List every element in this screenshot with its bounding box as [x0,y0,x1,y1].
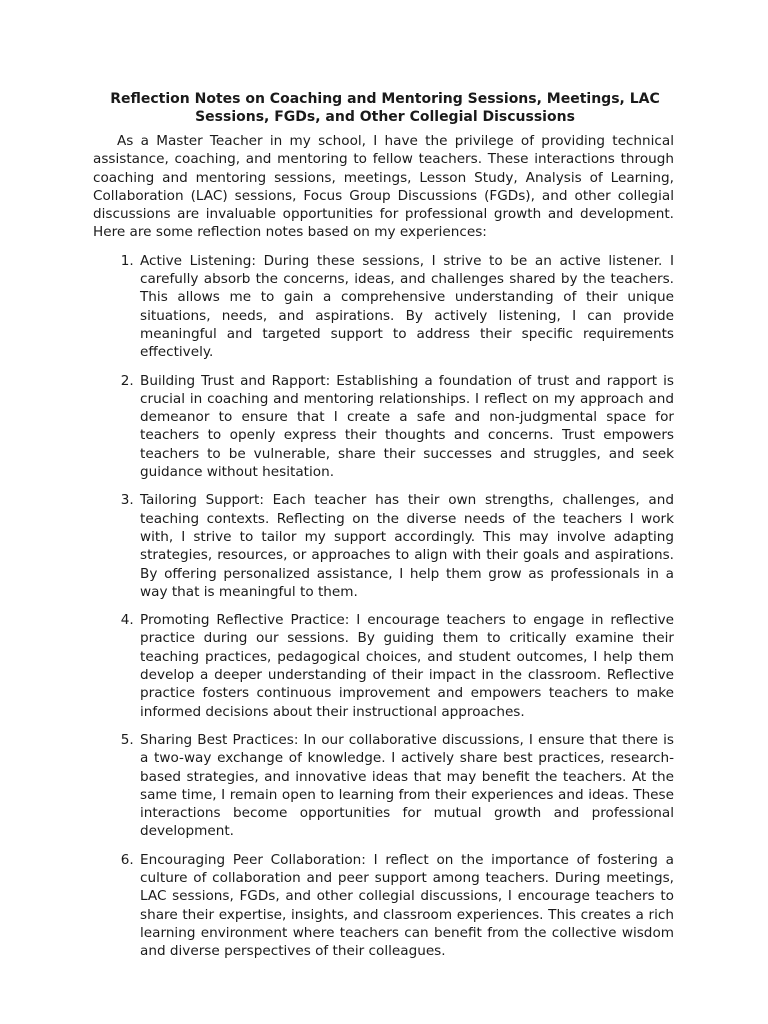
list-item-tailoring-support: 3. Tailoring Support: Each teacher has their own strengths, challenges, and teaching contexts. Reflecting on the diverse needs of the teachers I work with, I strive to tailor my support accordingly. This may involve adapting strategies, resources, or approaches to align with their goals and aspirations. By offering personalized assistance, I help them grow as professionals in a way that is meaningful to them. [138,491,674,601]
list-item-peer-collaboration: 6. Encouraging Peer Collaboration: I reflect on the importance of fostering a culture of collaboration and peer support among teachers. During meetings, LAC sessions, FGDs, and other collegial discussions, I encourage teachers to share their expertise, insights, and classroom experiences. This creates a rich learning environment where teachers can benefit from the collective wisdom and diverse perspectives of their colleagues. [138,851,674,961]
list-item-building-trust: 2. Building Trust and Rapport: Establishing a foundation of trust and rapport is crucial in coaching and mentoring relationships. I reflect on my approach and demeanor to ensure that I create a safe and non-judgmental space for teachers to openly express their thoughts and concerns. Trust empowers teachers to be vulnerable, share their successes and struggles, and seek guidance without hesitation. [138,372,674,482]
list-item-best-practices: 5. Sharing Best Practices: In our collaborative discussions, I ensure that there is a two-way exchange of knowledge. I actively share best practices, research-based strategies, and innovative ideas that may benefit the teachers. At the same time, I remain open to learning from their experiences and ideas. These interactions become opportunities for mutual growth and professional development. [138,731,674,841]
title-line-2: Sessions, FGDs, and Other Collegial Discussions [195,109,575,125]
reflection-list [93,252,674,961]
document-title [95,90,675,126]
intro-paragraph: As a Master Teacher in my school, I have the privilege of providing technical assistance, coaching, and mentoring to fellow teachers. These interactions through coaching and mentoring sessions, meetings, Lesson Study, Analysis of Learning, Collaboration (LAC) sessions, Focus Group Discussions (FGDs), and other collegial discussions are invaluable opportunities for professional growth and development. Here are some reflection notes based on my experiences: [93,133,674,241]
title-line-1: Reflection Notes on Coaching and Mentoring Sessions, Meetings, LAC [110,91,660,107]
document-body [93,132,674,970]
list-item-active-listening: 1. Active Listening: During these sessions, I strive to be an active listener. I carefully absorb the concerns, ideas, and challenges shared by the teachers. This allows me to gain a comprehensive understanding of their unique situations, needs, and aspirations. By actively listening, I can provide meaningful and targeted support to address their specific requirements effectively. [138,252,674,362]
list-item-reflective-practice: 4. Promoting Reflective Practice: I encourage teachers to engage in reflective practice during our sessions. By guiding them to critically examine their teaching practices, pedagogical choices, and student outcomes, I help them develop a deeper understanding of their impact in the classroom. Reflective practice fosters continuous improvement and empowers teachers to make informed decisions about their instructional approaches. [138,611,674,721]
